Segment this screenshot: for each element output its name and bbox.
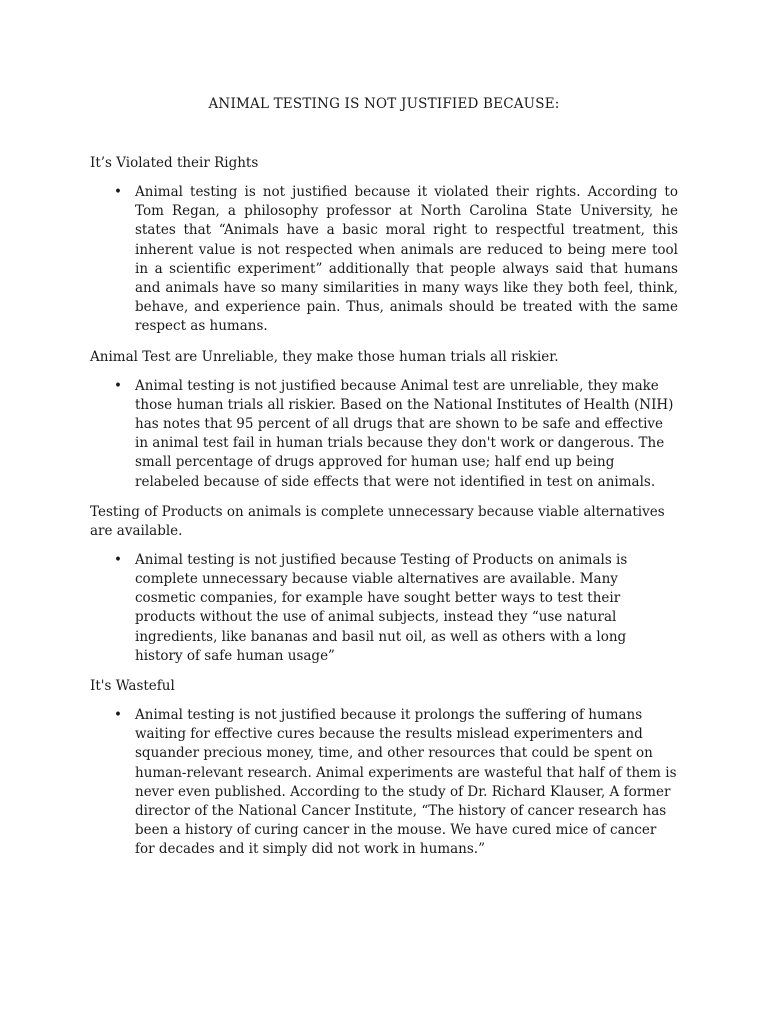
section-rights <box>90 154 678 337</box>
bullet-item <box>90 183 678 337</box>
bullet-icon: • <box>114 707 122 724</box>
section-heading: It's Wasteful <box>90 678 175 695</box>
bullet-item <box>90 551 678 666</box>
bullet-list <box>90 551 678 666</box>
bullet-text: Animal testing is not justified because it prolongs the suffering of humans waiting for effective cures because the results mislead experimenters and squander precious money, time, and other resources that could be spent on human-relevant research. Animal experiments are wasteful that half of them is never even published. According to the study of Dr. Richard Klauser, A former director of the National Cancer Institute, “The history of cancer research has been a history of curing cancer in the mouse. We have cured mice of cancer for decades and it simply did not work in humans.” <box>135 707 677 858</box>
document-title: ANIMAL TESTING IS NOT JUSTIFIED BECAUSE: <box>208 96 560 112</box>
bullet-item <box>90 377 678 492</box>
bullet-item <box>90 706 678 860</box>
bullet-text: Animal testing is not justified because it violated their rights. According to Tom Regan, a philosophy professor at North Carolina State University, he states that “Animals have a basic moral right to respectful treatment, this inherent value is not respected when animals are reduced to being mere tool in a scientific experiment” additionally that people always said that humans and animals have so many similarities in many ways like they both feel, think, behave, and experience pain. Thus, animals should be treated with the same respect as humans. <box>135 184 678 335</box>
bullet-list <box>90 183 678 337</box>
section-wasteful <box>90 677 678 860</box>
bullet-text: Animal testing is not justified because Testing of Products on animals is complete unnecessary because viable alternatives are available. Many cosmetic companies, for example have sought better ways to test their products without the use of animal subjects, instead they “use natural ingredients, like bananas and basil nut oil, as well as others with a long history of safe human usage” <box>135 551 628 664</box>
bullet-icon: • <box>114 377 122 394</box>
section-heading: It’s Violated their Rights <box>90 155 259 171</box>
bullet-list <box>90 377 678 492</box>
bullet-icon: • <box>114 184 122 200</box>
section-alternatives <box>90 503 678 666</box>
section-heading: Animal Test are Unreliable, they make those human trials all riskier. <box>90 348 559 365</box>
bullet-list <box>90 706 678 860</box>
section-heading: Testing of Products on animals is complete unnecessary because viable alternatives are available. <box>90 503 665 539</box>
bullet-text: Animal testing is not justified because Animal test are unreliable, they make those human trials all riskier. Based on the National Institutes of Health (NIH) has notes that 95 percent of all drugs that are shown to be safe and effective in animal test fail in human trials because they don't work or dangerous. The small percentage of drugs approved for human use; half end up being relabeled because of side effects that were not identified in test on animals. <box>135 377 674 490</box>
section-unreliable <box>90 348 678 492</box>
bullet-icon: • <box>114 551 122 568</box>
document-page <box>90 96 678 871</box>
